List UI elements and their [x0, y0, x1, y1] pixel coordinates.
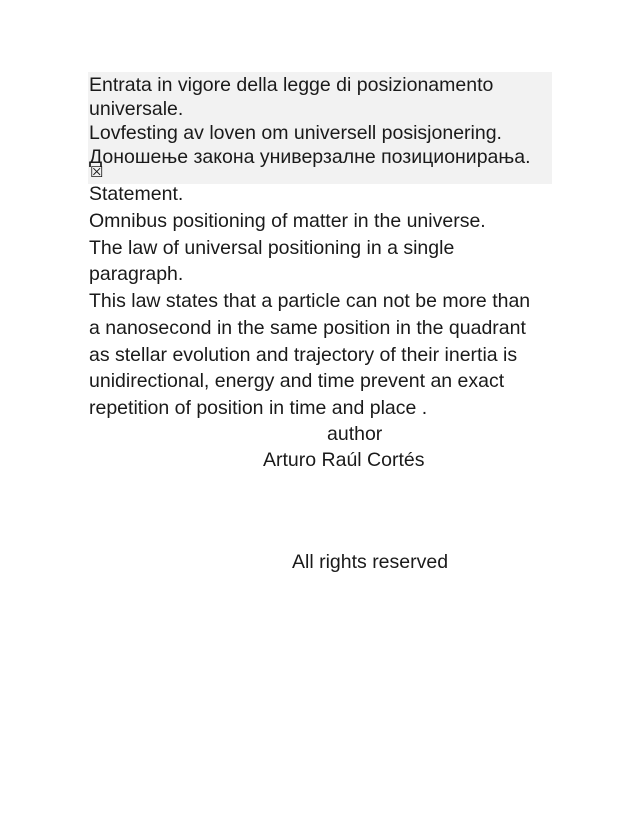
author-label: author [327, 423, 383, 445]
header-line-italian-2: universale. [89, 98, 184, 120]
body-line-3: paragraph. [89, 263, 184, 285]
rights-notice: All rights reserved [292, 551, 449, 573]
header-line-norwegian: Lovfesting av loven om universell posisjonering. [89, 122, 502, 144]
broken-image-icon: ☒ [90, 164, 104, 181]
statement-heading: Statement. [89, 183, 184, 205]
header-line-serbian: Доношење закона универзалне позиционирања. [89, 146, 531, 168]
body-line-6: as stellar evolution and trajectory of their inertia is [89, 344, 518, 366]
body-line-5: a nanosecond in the same position in the quadrant [89, 317, 526, 339]
header-line-italian-1: Entrata in vigore della legge di posizionamento [89, 74, 494, 96]
body-line-1: Omnibus positioning of matter in the universe. [89, 210, 486, 232]
author-name: Arturo Raúl Cortés [263, 449, 425, 471]
body-line-4: This law states that a particle can not be more than [89, 290, 531, 312]
body-line-7: unidirectional, energy and time prevent an exact [89, 370, 505, 392]
body-line-8: repetition of position in time and place . [89, 397, 428, 419]
body-line-2: The law of universal positioning in a single [89, 237, 455, 259]
